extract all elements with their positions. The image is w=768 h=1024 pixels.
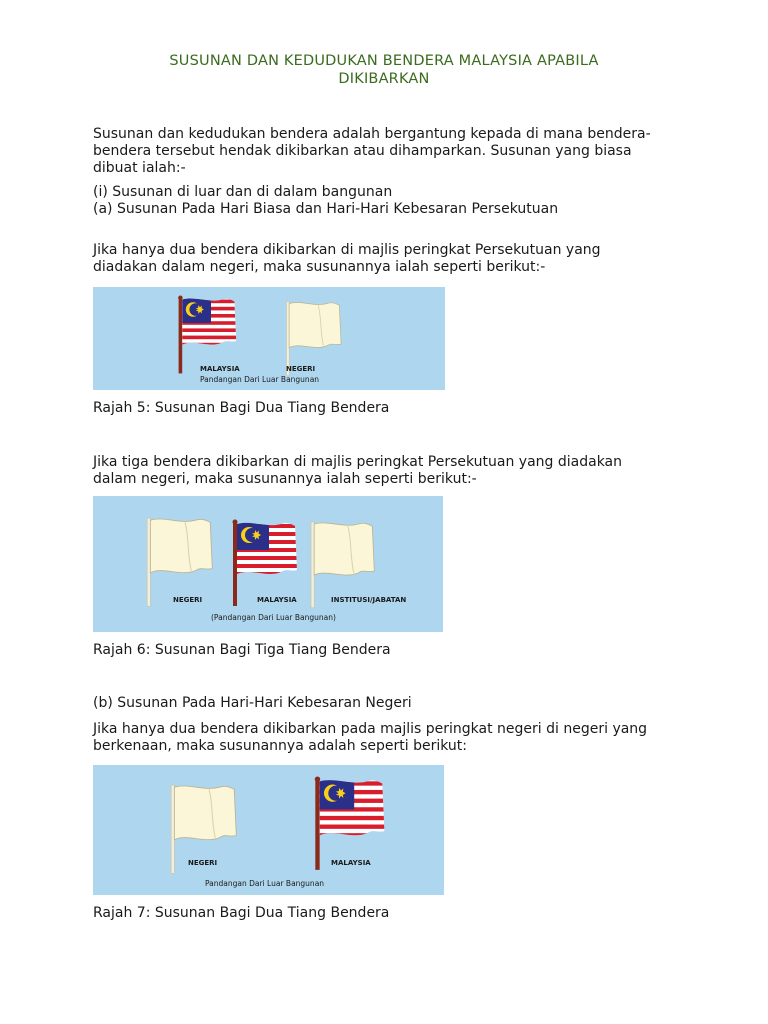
caption-rajah-5: Rajah 5: Susunan Bagi Dua Tiang Bendera xyxy=(93,400,390,416)
figure-5-image xyxy=(93,287,445,390)
figure-6-image xyxy=(93,496,443,632)
document-title xyxy=(100,52,668,88)
label-malaysia: MALAYSIA xyxy=(257,596,297,604)
section-heading-a: (a) Susunan Pada Hari Biasa dan Hari-Hari Kebesaran Persekutuan xyxy=(93,201,559,217)
paragraph-two-flags-state xyxy=(93,721,683,755)
paragraph-two-flags-federal xyxy=(93,242,683,276)
malaysia-flag-icon xyxy=(175,296,247,374)
view-note: (Pandangan Dari Luar Bangunan) xyxy=(211,613,336,622)
label-institusi-jabatan: INSTITUSI/JABATAN xyxy=(331,596,407,604)
para2-line-1: Jika tiga bendera dikibarkan di majlis peringkat Persekutuan yang diadakan xyxy=(93,454,623,470)
paragraph-three-flags-federal xyxy=(93,454,683,488)
view-note: Pandangan Dari Luar Bangunan xyxy=(205,879,325,888)
malaysia-flag-icon xyxy=(311,776,397,869)
label-negeri: NEGERI xyxy=(286,365,316,373)
intro-line-2: bendera tersebut hendak dikibarkan atau dihamparkan. Susunan yang biasa xyxy=(93,143,632,159)
label-malaysia: MALAYSIA xyxy=(200,365,240,373)
para3-line-2: berkenaan, maka susunannya adalah seperti berikut: xyxy=(93,738,467,754)
para3-line-1: Jika hanya dua bendera dikibarkan pada majlis peringkat negeri di negeri yang xyxy=(93,721,648,737)
title-line-1: SUSUNAN DAN KEDUDUKAN BENDERA MALAYSIA APABILA xyxy=(169,53,599,69)
plain-flag-icon xyxy=(147,518,212,606)
para2-line-2: dalam negeri, maka susunannya ialah seperti berikut:- xyxy=(93,471,477,487)
label-malaysia: MALAYSIA xyxy=(331,859,371,867)
section-heading-b: (b) Susunan Pada Hari-Hari Kebesaran Negeri xyxy=(93,695,412,711)
plain-flag-icon xyxy=(311,522,374,608)
section-heading-i: (i) Susunan di luar dan di dalam bangunan xyxy=(93,184,393,200)
intro-paragraph xyxy=(93,126,683,177)
label-negeri: NEGERI xyxy=(173,596,203,604)
caption-rajah-6: Rajah 6: Susunan Bagi Tiga Tiang Bendera xyxy=(93,642,391,658)
para1-line-2: diadakan dalam negeri, maka susunannya ialah seperti berikut:- xyxy=(93,259,546,275)
view-note: Pandangan Dari Luar Bangunan xyxy=(200,375,320,384)
figure-7-image xyxy=(93,765,444,895)
intro-line-3: dibuat ialah:- xyxy=(93,160,186,176)
para1-line-1: Jika hanya dua bendera dikibarkan di majlis peringkat Persekutuan yang xyxy=(93,242,601,258)
label-negeri: NEGERI xyxy=(188,859,218,867)
caption-rajah-7: Rajah 7: Susunan Bagi Dua Tiang Bendera xyxy=(93,905,390,921)
title-line-2: DIKIBARKAN xyxy=(338,71,430,87)
intro-line-1: Susunan dan kedudukan bendera adalah bergantung kepada di mana bendera- xyxy=(93,126,651,142)
malaysia-flag-icon xyxy=(229,520,309,607)
